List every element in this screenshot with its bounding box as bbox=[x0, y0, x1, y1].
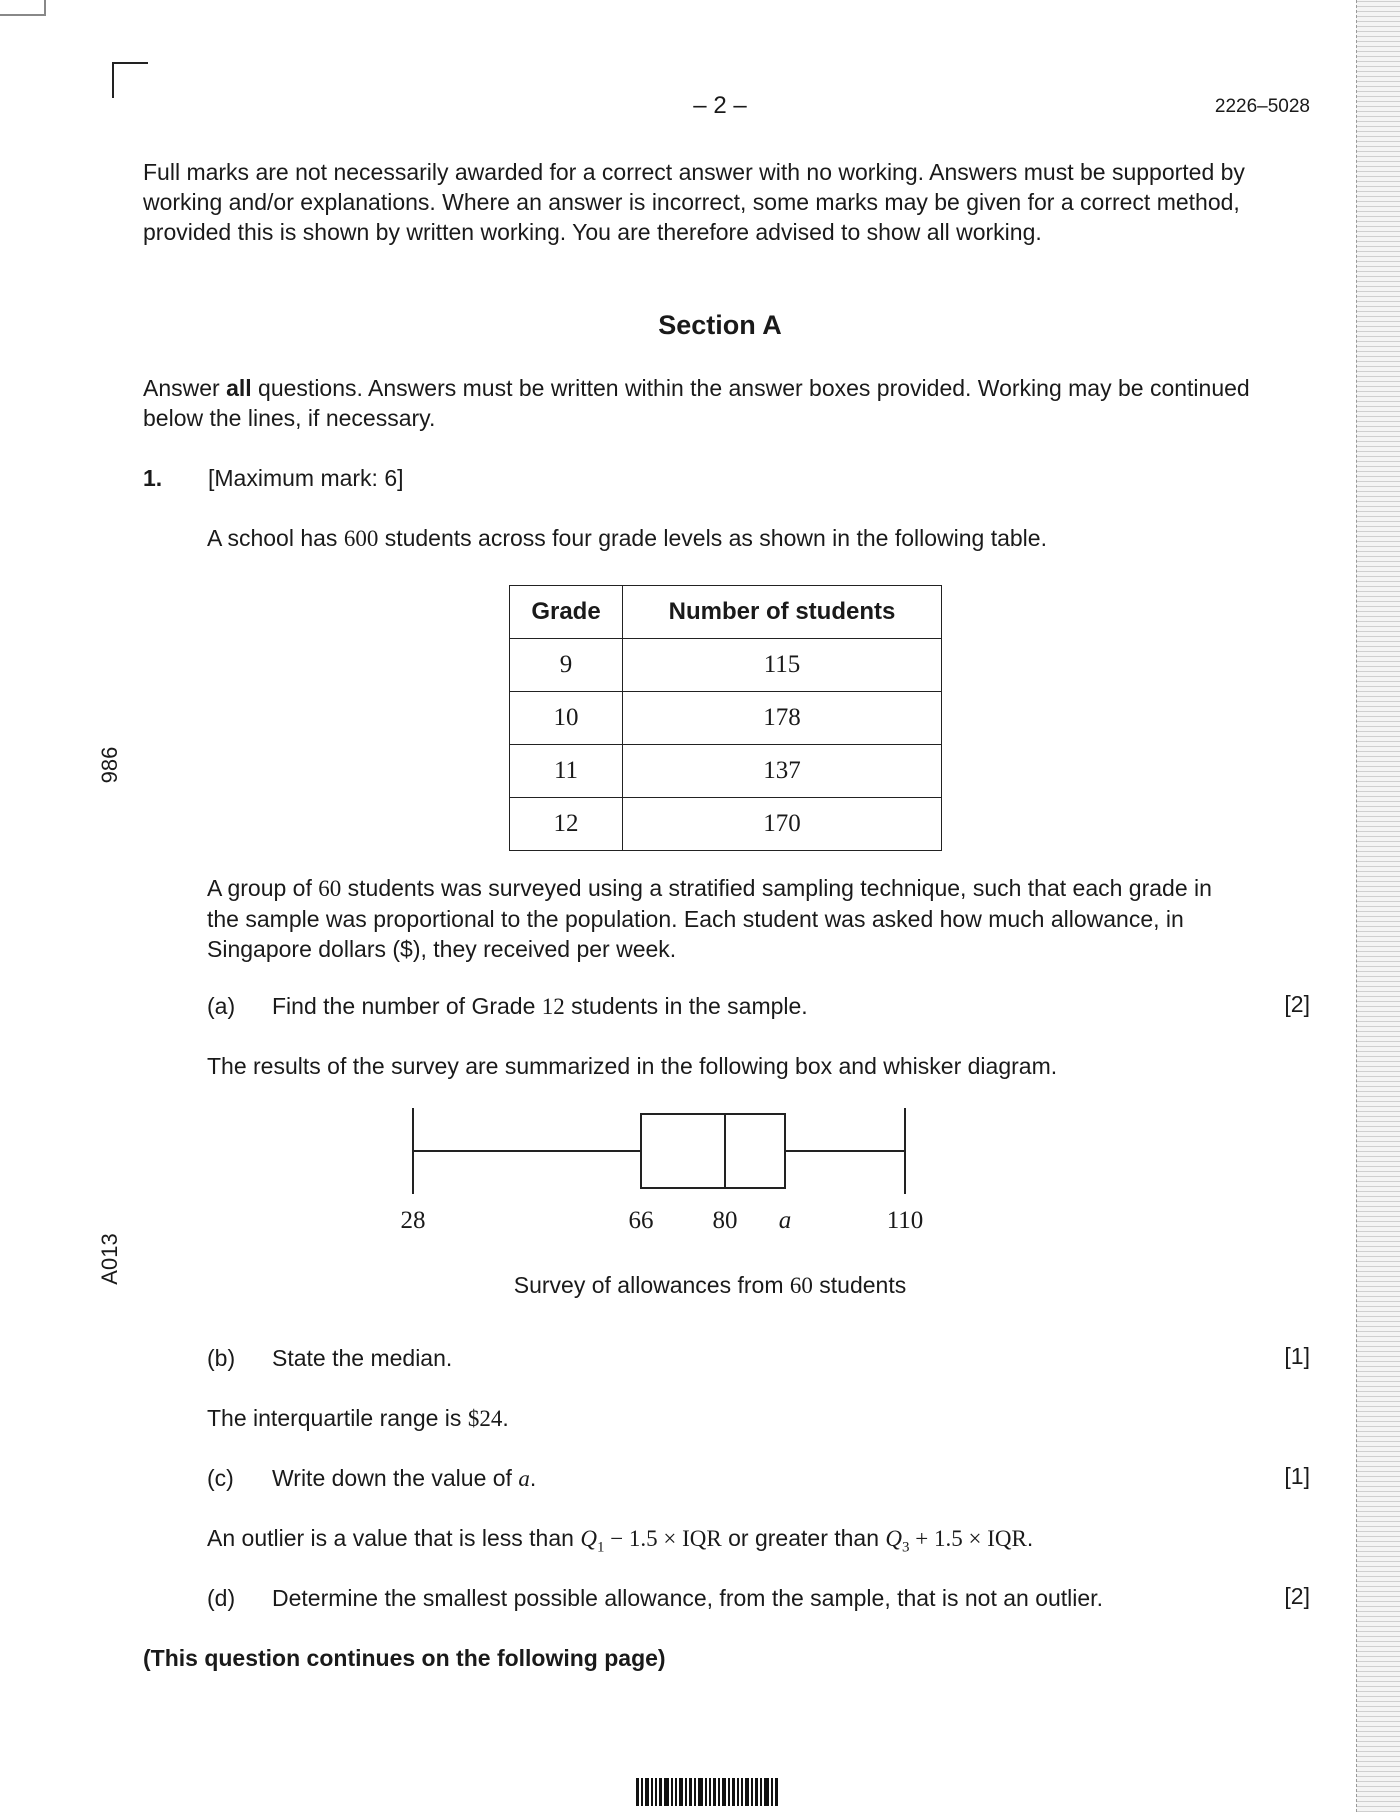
tick-label-min: 28 bbox=[400, 1207, 426, 1234]
table-row bbox=[510, 639, 942, 692]
tick-label-q1: 66 bbox=[628, 1207, 654, 1234]
side-code-upper: 986 bbox=[97, 746, 122, 784]
question-max-mark: [Maximum mark: 6] bbox=[208, 465, 404, 491]
iqr-value: $24 bbox=[467, 1406, 503, 1431]
outlier-text-middle: or greater than bbox=[721, 1525, 886, 1551]
part-a-value: 12 bbox=[541, 994, 565, 1019]
intro-paragraph: Full marks are not necessarily awarded for a correct answer with no working. Answers must be supported by working and/or explanations. Where an answer is incorrect, some marks may be given for a correct method, provided this is shown by written working. You are therefore advised to show all working. bbox=[143, 159, 1245, 245]
caption-text-end: students bbox=[812, 1272, 907, 1298]
boxplot-intro: The results of the survey are summarized in the following box and whisker diagram. bbox=[207, 1053, 1058, 1079]
table-cell-grade: 9 bbox=[510, 639, 623, 692]
part-d-text: Determine the smallest possible allowance, from the sample, that is not an outlier. bbox=[272, 1585, 1103, 1611]
part-a-text bbox=[272, 991, 808, 1022]
formula-lower-rest: − 1.5 × IQR bbox=[604, 1526, 722, 1551]
part-a-text-start: Find the number of Grade bbox=[272, 993, 542, 1019]
tick-label-median: 80 bbox=[712, 1207, 738, 1234]
part-b-label: (b) bbox=[207, 1345, 236, 1371]
part-b-mark: [1] bbox=[1284, 1343, 1310, 1369]
table-header-grade: Grade bbox=[510, 586, 623, 639]
instruction-text-rest: questions. Answers must be written within the answer boxes provided. Working may be continued below the lines, if necessary. bbox=[143, 375, 1250, 431]
table-row bbox=[510, 798, 942, 851]
section-title: Section A bbox=[658, 310, 782, 340]
grade-table bbox=[509, 585, 942, 851]
boxplot-caption bbox=[430, 1270, 990, 1301]
table-cell-count: 137 bbox=[623, 745, 942, 798]
table-cell-grade: 12 bbox=[510, 798, 623, 851]
question-stem bbox=[207, 523, 1267, 554]
table-row bbox=[510, 745, 942, 798]
instruction-bold: all bbox=[226, 375, 252, 401]
iqr-text-end: . bbox=[502, 1405, 509, 1431]
stem-text: A school has bbox=[207, 525, 344, 551]
table-cell-grade: 10 bbox=[510, 692, 623, 745]
caption-text: Survey of allowances from bbox=[513, 1272, 790, 1298]
part-a-mark: [2] bbox=[1284, 991, 1310, 1017]
iqr-statement bbox=[207, 1403, 509, 1434]
survey-text: A group of bbox=[207, 875, 319, 901]
stem-text-rest: students across four grade levels as shown in the following table. bbox=[378, 525, 1047, 551]
iqr-text: The interquartile range is bbox=[207, 1405, 468, 1431]
q3-symbol: Q bbox=[885, 1526, 903, 1551]
q3-subscript: 3 bbox=[902, 1539, 910, 1556]
part-c-text bbox=[272, 1463, 536, 1494]
survey-paragraph bbox=[207, 873, 1227, 964]
question-number: 1. bbox=[143, 465, 163, 491]
survey-value: 60 bbox=[318, 876, 342, 901]
outlier-text: An outlier is a value that is less than bbox=[207, 1525, 581, 1551]
section-instruction bbox=[143, 373, 1263, 433]
outlier-text-end: . bbox=[1026, 1525, 1034, 1551]
page-number: – 2 – bbox=[693, 92, 747, 119]
perforated-edge bbox=[1356, 0, 1400, 1812]
formula-lower bbox=[580, 1526, 722, 1556]
box-whisker-diagram bbox=[380, 1100, 1030, 1240]
table-cell-grade: 11 bbox=[510, 745, 623, 798]
part-a-text-end: students in the sample. bbox=[564, 993, 808, 1019]
part-d-label: (d) bbox=[207, 1585, 236, 1611]
part-c-text-start: Write down the value of bbox=[272, 1465, 519, 1491]
table-row bbox=[510, 692, 942, 745]
part-b-text: State the median. bbox=[272, 1345, 453, 1371]
caption-value: 60 bbox=[789, 1273, 813, 1298]
stem-value: 600 bbox=[343, 526, 379, 551]
instruction-text: Answer bbox=[143, 375, 227, 401]
part-c-mark: [1] bbox=[1284, 1463, 1310, 1489]
table-header-students: Number of students bbox=[623, 586, 942, 639]
survey-text-rest: students was surveyed using a stratified sampling technique, such that each grade in the sample was proportional to the population. Each student was asked how much allowance, in Singapore dollars ($), they received per week. bbox=[207, 875, 1212, 962]
part-c-variable: a bbox=[518, 1466, 530, 1491]
table-header-row bbox=[510, 586, 942, 639]
side-code-lower: A013 bbox=[97, 1233, 122, 1285]
crop-mark bbox=[112, 62, 148, 98]
table-cell-count: 170 bbox=[623, 798, 942, 851]
part-c-text-end: . bbox=[529, 1465, 537, 1491]
tick-label-max: 110 bbox=[886, 1207, 924, 1234]
formula-upper-rest: + 1.5 × IQR bbox=[909, 1526, 1027, 1551]
part-c-label: (c) bbox=[207, 1465, 234, 1491]
barcode bbox=[636, 1778, 780, 1806]
paper-code: 2226–5028 bbox=[1214, 96, 1310, 117]
scan-corner-mark bbox=[0, 0, 46, 16]
formula-upper bbox=[885, 1526, 1027, 1556]
table-cell-count: 178 bbox=[623, 692, 942, 745]
outlier-definition bbox=[207, 1523, 1267, 1563]
q1-subscript: 1 bbox=[596, 1539, 605, 1556]
part-a-label: (a) bbox=[207, 993, 236, 1019]
part-d-mark: [2] bbox=[1284, 1583, 1310, 1609]
continues-note: (This question continues on the following page) bbox=[143, 1645, 666, 1671]
q1-symbol: Q bbox=[580, 1526, 597, 1551]
interquartile-box bbox=[641, 1114, 785, 1188]
tick-label-q3: a bbox=[778, 1207, 792, 1234]
table-cell-count: 115 bbox=[623, 639, 942, 692]
